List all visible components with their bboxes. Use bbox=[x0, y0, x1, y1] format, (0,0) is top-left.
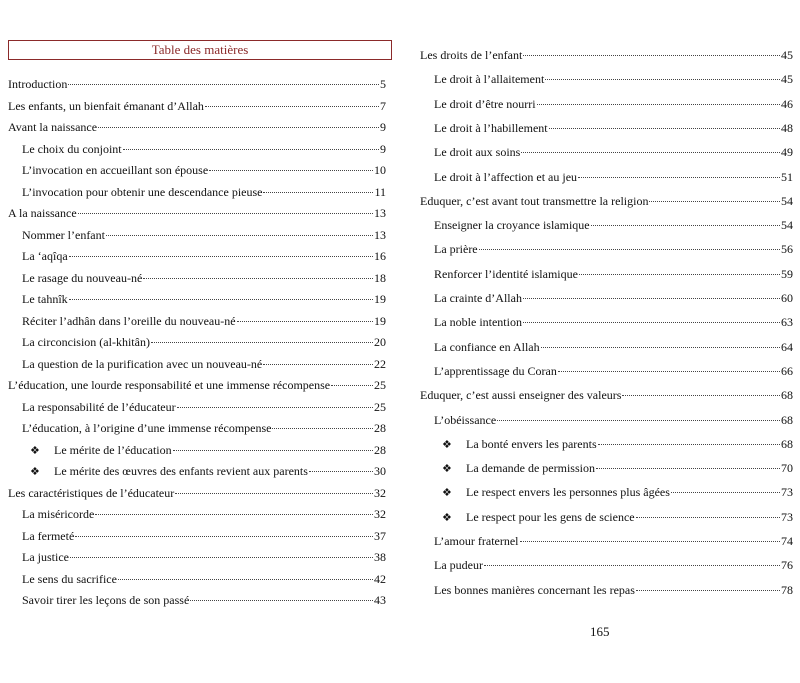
toc-entry-page: 25 bbox=[374, 378, 386, 392]
toc-entry-label: Le respect pour les gens de science bbox=[466, 509, 635, 524]
toc-entry[interactable] bbox=[420, 582, 793, 598]
dot-leader bbox=[578, 177, 780, 178]
toc-entry-page: 20 bbox=[374, 335, 386, 349]
toc-entry-page: 19 bbox=[374, 313, 386, 328]
toc-entry[interactable] bbox=[8, 592, 386, 608]
toc-entry[interactable] bbox=[8, 528, 386, 544]
toc-entry-label: La pudeur bbox=[434, 558, 483, 573]
toc-entry[interactable] bbox=[8, 162, 386, 178]
dot-leader bbox=[143, 278, 373, 279]
toc-entry-page: 68 bbox=[781, 436, 793, 451]
dot-leader bbox=[69, 299, 373, 300]
toc-entry[interactable] bbox=[8, 248, 386, 264]
toc-entry-page: 32 bbox=[374, 485, 386, 500]
diamond-bullet-icon: ❖ bbox=[442, 511, 452, 524]
toc-entry[interactable] bbox=[420, 387, 793, 403]
toc-entry-page: 63 bbox=[781, 315, 793, 330]
toc-entry-page: 56 bbox=[781, 242, 793, 257]
diamond-bullet-icon: ❖ bbox=[30, 444, 40, 457]
toc-entry-page: 68 bbox=[781, 388, 793, 403]
toc-entry-page: 28 bbox=[374, 442, 386, 457]
dot-leader bbox=[70, 557, 373, 558]
toc-entry[interactable] bbox=[420, 436, 793, 452]
toc-entry-page: 45 bbox=[781, 72, 793, 87]
toc-entry-page: 13 bbox=[374, 227, 386, 242]
toc-entry[interactable] bbox=[420, 169, 793, 185]
toc-entry[interactable] bbox=[420, 144, 793, 160]
toc-entry-page: 32 bbox=[374, 507, 386, 521]
diamond-bullet-icon: ❖ bbox=[442, 463, 452, 476]
toc-entry[interactable] bbox=[420, 339, 793, 355]
toc-entry-page: 49 bbox=[781, 145, 793, 160]
toc-entry-label: Le mérite des œuvres des enfants revient aux parents bbox=[54, 464, 308, 478]
toc-entry-label: Le choix du conjoint bbox=[22, 141, 122, 156]
toc-entry-label: Les caractéristiques de l’éducateur bbox=[8, 485, 175, 500]
dot-leader bbox=[541, 347, 780, 348]
toc-entry-page: 42 bbox=[374, 571, 386, 586]
toc-entry-label: Le droit aux soins bbox=[434, 145, 521, 160]
toc-entry[interactable] bbox=[8, 98, 386, 114]
toc-entry-label: Réciter l’adhân dans l’oreille du nouveau-né bbox=[22, 313, 236, 328]
dot-leader bbox=[173, 450, 373, 451]
toc-entry-label: La crainte d’Allah bbox=[434, 291, 522, 305]
toc-entry-label: Savoir tirer les leçons de son passé bbox=[22, 593, 190, 607]
dot-leader bbox=[521, 152, 780, 153]
dot-leader bbox=[123, 149, 379, 150]
toc-entry-page: 9 bbox=[380, 141, 386, 156]
dot-leader bbox=[636, 590, 780, 591]
toc-entry[interactable] bbox=[8, 184, 386, 200]
toc-title: Table des matières bbox=[8, 40, 392, 60]
toc-entry-page: 51 bbox=[781, 169, 793, 184]
toc-entry-label: Le respect envers les personnes plus âgées bbox=[466, 485, 670, 500]
toc-entry[interactable] bbox=[8, 313, 386, 329]
toc-entry-page: 37 bbox=[374, 528, 386, 543]
toc-entry-page: 11 bbox=[374, 184, 386, 199]
toc-entry-page: 18 bbox=[374, 270, 386, 285]
toc-entry-label: L’éducation, à l’origine d’une immense récompense bbox=[22, 421, 272, 435]
toc-entry-label: La circoncision (al-khitân) bbox=[22, 335, 150, 349]
dot-leader bbox=[523, 55, 780, 56]
toc-entry-label: Le droit à l’habillement bbox=[434, 120, 548, 135]
diamond-bullet-icon: ❖ bbox=[30, 466, 40, 478]
toc-entry-label: Le droit d’être nourri bbox=[434, 96, 536, 111]
dot-leader bbox=[484, 565, 780, 566]
toc-entry[interactable] bbox=[8, 334, 386, 350]
toc-entry-label: La confiance en Allah bbox=[434, 339, 540, 354]
toc-entry-label: Nommer l’enfant bbox=[22, 227, 105, 242]
toc-entry[interactable] bbox=[420, 193, 793, 209]
toc-entry[interactable] bbox=[420, 412, 793, 428]
toc-entry-label: Eduquer, c’est aussi enseigner des valeurs bbox=[420, 388, 622, 403]
toc-entry[interactable] bbox=[8, 119, 386, 135]
toc-entry-label: L’amour fraternel bbox=[434, 534, 519, 548]
toc-entry[interactable] bbox=[8, 205, 386, 221]
toc-entry[interactable] bbox=[420, 241, 793, 257]
toc-entry-label: La noble intention bbox=[434, 315, 522, 330]
toc-entry[interactable] bbox=[420, 509, 793, 525]
toc-entry-page: 9 bbox=[380, 120, 386, 134]
toc-entry[interactable] bbox=[420, 533, 793, 549]
dot-leader bbox=[175, 493, 373, 494]
toc-entry-label: L’invocation pour obtenir une descendance pieuse bbox=[22, 184, 263, 199]
toc-entry-page: 7 bbox=[380, 98, 386, 113]
toc-entry-label: Le droit à l’allaitement bbox=[434, 72, 545, 87]
toc-entry[interactable] bbox=[8, 549, 386, 565]
toc-entry-page: 13 bbox=[374, 206, 386, 220]
toc-entry[interactable] bbox=[420, 290, 793, 306]
toc-entry-label: La fermeté bbox=[22, 528, 75, 543]
toc-entry-page: 59 bbox=[781, 266, 793, 281]
dot-leader bbox=[68, 84, 379, 85]
dot-leader bbox=[523, 298, 780, 299]
toc-entry-label: La miséricorde bbox=[22, 507, 95, 521]
toc-entry[interactable] bbox=[420, 314, 793, 330]
diamond-bullet-icon: ❖ bbox=[442, 487, 452, 500]
toc-entry-label: La question de la purification avec un nouveau-né bbox=[22, 356, 263, 371]
dot-leader bbox=[545, 79, 780, 80]
toc-entry[interactable] bbox=[420, 557, 793, 573]
toc-entry-page: 38 bbox=[374, 550, 386, 564]
toc-entry-label: La ‘aqîqa bbox=[22, 249, 68, 263]
toc-entry-label: Eduquer, c’est avant tout transmettre la religion bbox=[420, 193, 649, 208]
toc-entry-page: 73 bbox=[781, 509, 793, 524]
dot-leader bbox=[75, 536, 373, 537]
toc-entry[interactable] bbox=[420, 47, 793, 63]
toc-entry[interactable] bbox=[8, 141, 386, 157]
toc-entry-page: 54 bbox=[781, 193, 793, 208]
dot-leader bbox=[558, 371, 780, 372]
dot-leader bbox=[118, 579, 373, 580]
toc-entry[interactable] bbox=[8, 76, 386, 92]
toc-entry-page: 43 bbox=[374, 593, 386, 607]
toc-entry-page: 30 bbox=[374, 464, 386, 478]
toc-entry-label: Introduction bbox=[8, 77, 68, 91]
toc-entry[interactable] bbox=[420, 460, 793, 476]
toc-entry-page: 16 bbox=[374, 249, 386, 263]
dot-leader bbox=[598, 444, 780, 445]
toc-entry-page: 68 bbox=[781, 412, 793, 427]
toc-entry-label: Le rasage du nouveau-né bbox=[22, 270, 143, 285]
toc-entry-label: L’obéissance bbox=[434, 412, 497, 427]
toc-entry-page: 54 bbox=[781, 218, 793, 233]
dot-leader bbox=[596, 468, 780, 469]
dot-leader bbox=[331, 385, 373, 386]
dot-leader bbox=[151, 342, 373, 343]
toc-entry-label: A la naissance bbox=[8, 206, 77, 220]
dot-leader bbox=[205, 106, 379, 107]
toc-entry[interactable] bbox=[8, 291, 386, 307]
toc-entry[interactable] bbox=[8, 442, 386, 458]
toc-entry[interactable] bbox=[8, 506, 386, 522]
dot-leader bbox=[520, 541, 780, 542]
dot-leader bbox=[579, 274, 780, 275]
toc-entry[interactable] bbox=[420, 120, 793, 136]
dot-leader bbox=[523, 322, 780, 323]
toc-entry-label: Renforcer l’identité islamique bbox=[434, 266, 578, 281]
toc-entry[interactable] bbox=[8, 270, 386, 286]
dot-leader bbox=[209, 170, 373, 171]
toc-entry-label: Avant la naissance bbox=[8, 120, 98, 134]
toc-entry-label: La prière bbox=[434, 242, 478, 257]
toc-entry[interactable] bbox=[420, 217, 793, 233]
toc-entry-page: 76 bbox=[781, 558, 793, 573]
toc-entry[interactable] bbox=[8, 571, 386, 587]
toc-entry[interactable] bbox=[8, 420, 386, 436]
toc-entry-label: Le droit à l’affection et au jeu bbox=[434, 169, 578, 184]
page-number: 165 bbox=[590, 624, 610, 639]
dot-leader bbox=[537, 104, 780, 105]
dot-leader bbox=[190, 600, 373, 601]
dot-leader bbox=[636, 517, 780, 518]
toc-entry-page: 22 bbox=[374, 356, 386, 371]
toc-entry[interactable] bbox=[8, 377, 386, 393]
dot-leader bbox=[95, 514, 373, 515]
dot-leader bbox=[649, 201, 780, 202]
toc-entry-label: Le tahnîk bbox=[22, 292, 68, 306]
toc-entry-label: La demande de permission bbox=[466, 461, 595, 476]
toc-entry-page: 70 bbox=[781, 461, 793, 476]
toc-entry[interactable] bbox=[420, 266, 793, 282]
toc-entry-page: 66 bbox=[781, 363, 793, 378]
toc-entry[interactable] bbox=[420, 96, 793, 112]
toc-entry-label: Le mérite de l’éducation bbox=[54, 442, 172, 457]
toc-entry-page: 19 bbox=[374, 292, 386, 306]
dot-leader bbox=[497, 420, 780, 421]
toc-entry-label: La bonté envers les parents bbox=[466, 436, 597, 451]
dot-leader bbox=[479, 249, 780, 250]
dot-leader bbox=[98, 127, 379, 128]
toc-entry-page: 60 bbox=[781, 291, 793, 305]
toc-entry-page: 5 bbox=[380, 77, 386, 91]
toc-entry[interactable] bbox=[8, 399, 386, 415]
diamond-bullet-icon: ❖ bbox=[442, 438, 452, 451]
toc-entry-label: La justice bbox=[22, 550, 69, 564]
toc-entry-label: L’éducation, une lourde responsabilité et une immense récompense bbox=[8, 378, 331, 392]
toc-entry[interactable] bbox=[420, 71, 793, 87]
toc-entry-page: 78 bbox=[781, 582, 793, 597]
toc-entry-label: L’apprentissage du Coran bbox=[434, 363, 557, 378]
toc-entry-page: 45 bbox=[781, 48, 793, 62]
toc-entry[interactable] bbox=[8, 463, 386, 479]
dot-leader bbox=[309, 471, 373, 472]
toc-entry-page: 74 bbox=[781, 534, 793, 548]
toc-entry-label: L’invocation en accueillant son épouse bbox=[22, 163, 209, 177]
toc-entry-page: 48 bbox=[781, 120, 793, 135]
toc-entry-label: Enseigner la croyance islamique bbox=[434, 218, 590, 233]
dot-leader bbox=[177, 407, 373, 408]
dot-leader bbox=[622, 395, 780, 396]
toc-entry-page: 10 bbox=[374, 163, 386, 177]
toc-entry-page: 25 bbox=[374, 399, 386, 414]
toc-entry-page: 64 bbox=[781, 339, 793, 354]
dot-leader bbox=[237, 321, 373, 322]
dot-leader bbox=[591, 225, 780, 226]
dot-leader bbox=[671, 492, 780, 493]
toc-entry[interactable] bbox=[420, 484, 793, 500]
toc-entry-label: Les bonnes manières concernant les repas bbox=[434, 582, 635, 597]
toc-entry-label: Le sens du sacrifice bbox=[22, 571, 117, 586]
toc-entry-page: 28 bbox=[374, 421, 386, 435]
dot-leader bbox=[263, 364, 373, 365]
toc-entry[interactable] bbox=[8, 227, 386, 243]
dot-leader bbox=[549, 128, 780, 129]
toc-entry-label: La responsabilité de l’éducateur bbox=[22, 399, 176, 414]
toc-entry[interactable] bbox=[420, 363, 793, 379]
dot-leader bbox=[272, 428, 373, 429]
toc-entry-label: Les droits de l’enfant bbox=[420, 48, 523, 62]
toc-entry[interactable] bbox=[8, 356, 386, 372]
toc-entry-page: 73 bbox=[781, 485, 793, 500]
dot-leader bbox=[69, 256, 373, 257]
dot-leader bbox=[78, 213, 373, 214]
dot-leader bbox=[106, 235, 373, 236]
toc-entry-page: 46 bbox=[781, 96, 793, 111]
toc-entry-label: Les enfants, un bienfait émanant d’Allah bbox=[8, 98, 204, 113]
toc-entry[interactable] bbox=[8, 485, 386, 501]
dot-leader bbox=[263, 192, 373, 193]
